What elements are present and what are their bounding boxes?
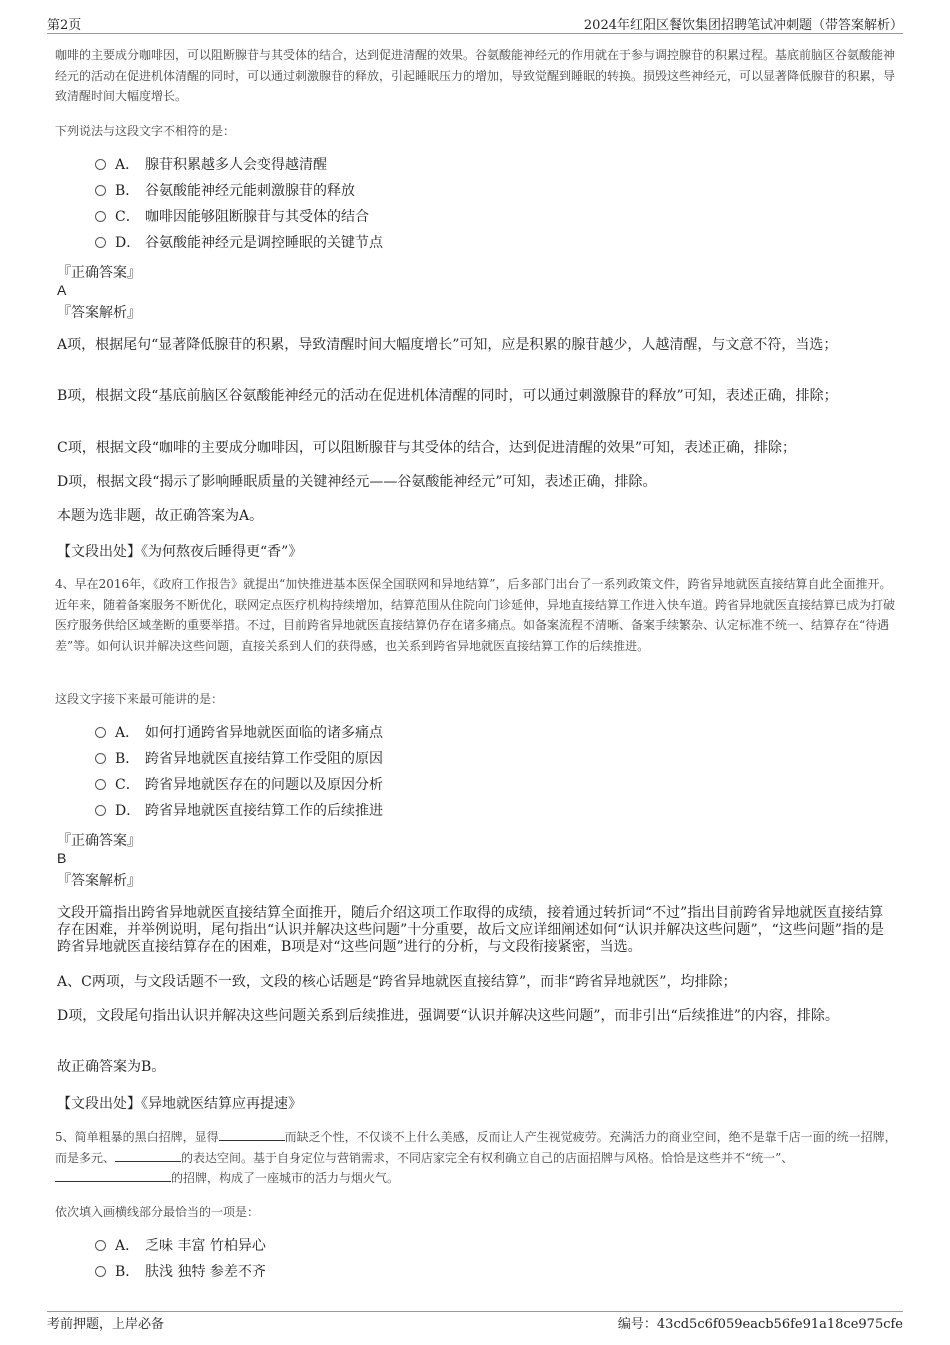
radio-icon[interactable] <box>95 211 106 222</box>
q4-answer-label: 『正确答案』 <box>57 833 141 849</box>
radio-icon[interactable] <box>95 237 106 248</box>
q5-option-b[interactable]: B． 肤浅 独特 参差不齐 <box>95 1259 795 1285</box>
q4-analysis-label: 『答案解析』 <box>57 873 141 889</box>
q4-stem: 这段文字接下来最可能讲的是： <box>55 692 224 706</box>
q5-options <box>95 1233 795 1285</box>
q3-option-a[interactable]: A． 腺苷积累越多人会变得越清醒 <box>95 152 795 178</box>
q4-analysis-d: D项，文段尾句指出认识并解决这些问题关系到后续推进，强调要“认识并解决这些问题”，而非引出“后续推进”的内容，排除。 <box>57 1008 839 1024</box>
header-divider <box>47 33 903 34</box>
q4-option-b[interactable]: B． 跨省异地就医直接结算工作受阻的原因 <box>95 746 795 772</box>
fill-blank-2[interactable] <box>115 1149 181 1162</box>
footer-divider <box>47 1311 903 1312</box>
document-id: 编号：43cd5c6f059eacb56fe91a18ce975cfe <box>617 1317 903 1332</box>
q4-source: 【文段出处】《异地就医结算应再提速》 <box>57 1096 302 1112</box>
q4-answer: B <box>57 850 67 866</box>
fill-blank-3[interactable] <box>55 1169 171 1182</box>
q3-analysis-a: A项，根据尾句“显著降低腺苷的积累，导致清醒时间大幅度增长”可知，应是积累的腺苷越少，人越清醒，与文意不符，当选； <box>57 337 838 353</box>
footer-slogan: 考前押题，上岸必备 <box>47 1317 165 1332</box>
q3-analysis-c: C项，根据文段“咖啡的主要成分咖啡因，可以阻断腺苷与其受体的结合，达到促进清醒的效果”可知，表述正确，排除； <box>57 440 797 456</box>
q4-option-a[interactable]: A． 如何打通跨省异地就医面临的诸多痛点 <box>95 720 795 746</box>
radio-icon[interactable] <box>95 1240 106 1251</box>
q3-option-c[interactable]: C． 咖啡因能够阻断腺苷与其受体的结合 <box>95 204 795 230</box>
q4-passage: 4、早在2016年，《政府工作报告》就提出“加快推进基本医保全国联网和异地结算”，后多部门出台了一系列政策文件，跨省异地就医直接结算自此全面推开。近年来，随着备案服务不断优化，联网定点医疗机构持续增加，结算范围从住院向门诊延伸，异地直接结算工作进入快车道。跨省异地就医直接结算已成为打破医疗服务供给区域垄断的重要举措。不过，目前跨省异地就医直接结算仍存在诸多痛点。如备案流程不清晰、备案手续繁杂、认定标准不统一、结算存在“待遇差”等。如何认识并解决这些问题，直接关系到人们的获得感，也关系到跨省异地就医直接结算工作的后续推进。 <box>55 577 896 653</box>
q4-option-d[interactable]: D． 跨省异地就医直接结算工作的后续推进 <box>95 798 795 824</box>
q5-passage: 5、简单粗暴的黑白招牌，显得 而缺乏个性，不仅谈不上什么美感，反而让人产生视觉疲劳。充满活力的商业空间，绝不是靠千店一面的统一招牌，而是多元、 的表达空间。基于自身定位与营销需求，不同店家完全有权利确立自己的店面招牌与风格。恰恰是这些并不“统一”、的招牌，构成了一座城市的活力与烟火气。 <box>55 1130 897 1185</box>
q3-answer: A <box>57 282 67 298</box>
q3-conclusion: 本题为选非题，故正确答案为A。 <box>57 508 264 524</box>
q3-passage: 咖啡的主要成分咖啡因，可以阻断腺苷与其受体的结合，达到促进清醒的效果。谷氨酸能神经元的作用就在于参与调控腺苷的积累过程。基底前脑区谷氨酸能神经元的活动在促进机体清醒的同时，可以通过刺激腺苷的释放，引起睡眠压力的增加，导致觉醒到睡眠的转换。损毁这些神经元，可以显著降低腺苷的积累，导致清醒时间大幅度增长。 <box>55 48 896 103</box>
radio-icon[interactable] <box>95 753 106 764</box>
q5-option-a[interactable]: A． 乏味 丰富 竹柏异心 <box>95 1233 795 1259</box>
page-header <box>47 14 903 32</box>
q3-analysis-label: 『答案解析』 <box>57 305 141 321</box>
radio-icon[interactable] <box>95 1266 106 1277</box>
q3-options <box>95 152 795 256</box>
fill-blank-1[interactable] <box>219 1128 285 1141</box>
q5-stem: 依次填入画横线部分最恰当的一项是： <box>55 1205 260 1219</box>
radio-icon[interactable] <box>95 805 106 816</box>
q3-stem: 下列说法与这段文字不相符的是： <box>55 124 236 138</box>
q4-options <box>95 720 795 824</box>
q3-analysis-d: D项，根据文段“揭示了影响睡眠质量的关键神经元——谷氨酸能神经元”可知，表述正确，排除。 <box>57 474 657 490</box>
page-number: 第2页 <box>47 18 82 33</box>
q3-source: 【文段出处】《为何熬夜后睡得更“香”》 <box>57 544 303 560</box>
q3-answer-label: 『正确答案』 <box>57 265 141 281</box>
document-title: 2024年红阳区餐饮集团招聘笔试冲刺题（带答案解析） <box>583 18 903 33</box>
radio-icon[interactable] <box>95 159 106 170</box>
q4-analysis-ac: A、C两项，与文段话题不一致，文段的核心话题是“跨省异地就医直接结算”，而非“跨省异地就医”，均排除； <box>57 974 737 990</box>
q3-option-b[interactable]: B． 谷氨酸能神经元能刺激腺苷的释放 <box>95 178 795 204</box>
radio-icon[interactable] <box>95 185 106 196</box>
q4-conclusion: 故正确答案为B。 <box>57 1059 166 1075</box>
q4-analysis-main: 文段开篇指出跨省异地就医直接结算全面推开，随后介绍这项工作取得的成绩，接着通过转折词“不过”指出目前跨省异地就医直接结算存在困难，并举例说明，尾句指出“认识并解决这些问题”十分重要，故后文应详细阐述如何“认识并解决这些问题”，“这些问题”指的是跨省异地就医直接结算存在的困难，B项是对“这些问题”进行的分析，与文段衔接紧密，当选。 <box>57 905 884 955</box>
q4-option-c[interactable]: C． 跨省异地就医存在的问题以及原因分析 <box>95 772 795 798</box>
radio-icon[interactable] <box>95 779 106 790</box>
radio-icon[interactable] <box>95 727 106 738</box>
q3-analysis-b: B项，根据文段“基底前脑区谷氨酸能神经元的活动在促进机体清醒的同时，可以通过刺激腺苷的释放”可知，表述正确，排除； <box>57 388 838 404</box>
q3-option-d[interactable]: D． 谷氨酸能神经元是调控睡眠的关键节点 <box>95 230 795 256</box>
